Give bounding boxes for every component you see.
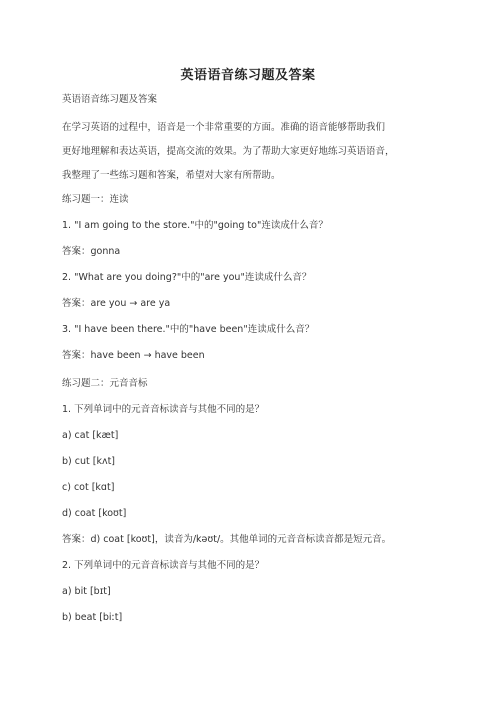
- option-2-1-b: b) cut [kʌt]: [62, 456, 116, 467]
- document-title: 英语语音练习题及答案: [180, 68, 316, 83]
- option-2-2-a: a) bit [bɪt]: [62, 586, 111, 597]
- section-heading-1: 练习题一：连读: [62, 194, 129, 205]
- answer-1-2: 答案：are you → are ya: [62, 298, 171, 309]
- subtitle-line: 英语语音练习题及答案: [62, 94, 158, 105]
- intro-line-3: 我整理了一些练习题和答案，希望对大家有所帮助。: [62, 170, 281, 181]
- option-2-1-c: c) cot [kɑt]: [62, 482, 115, 493]
- answer-1-1: 答案：gonna: [62, 246, 121, 257]
- option-2-1-a: a) cat [kæt]: [62, 430, 119, 441]
- intro-line-2: 更好地理解和表达英语，提高交流的效果。为了帮助大家更好地练习英语语音，: [62, 146, 395, 157]
- section-heading-2: 练习题二：元音音标: [62, 378, 148, 389]
- question-2-2: 2. 下列单词中的元音音标读音与其他不同的是？: [62, 560, 265, 571]
- question-2-1: 1. 下列单词中的元音音标读音与其他不同的是？: [62, 404, 265, 415]
- question-1-3: 3. "I have been there."中的"have been"连读成什么音？: [62, 324, 315, 335]
- answer-1-3: 答案：have been → have been: [62, 350, 205, 361]
- answer-2-1: 答案：d) coat [koʊt]，读音为/kəʊt/。其他单词的元音音标读音都是短元音。: [62, 534, 392, 545]
- intro-line-1: 在学习英语的过程中，语音是一个非常重要的方面。准确的语音能够帮助我们: [62, 122, 386, 133]
- option-2-2-b: b) beat [biːt]: [62, 612, 123, 623]
- question-1-2: 2. "What are you doing?"中的"are you"连读成什么音？: [62, 272, 312, 283]
- question-1-1: 1. "I am going to the store."中的"going to"连读成什么音？: [62, 220, 328, 231]
- option-2-1-d: d) coat [koʊt]: [62, 508, 127, 519]
